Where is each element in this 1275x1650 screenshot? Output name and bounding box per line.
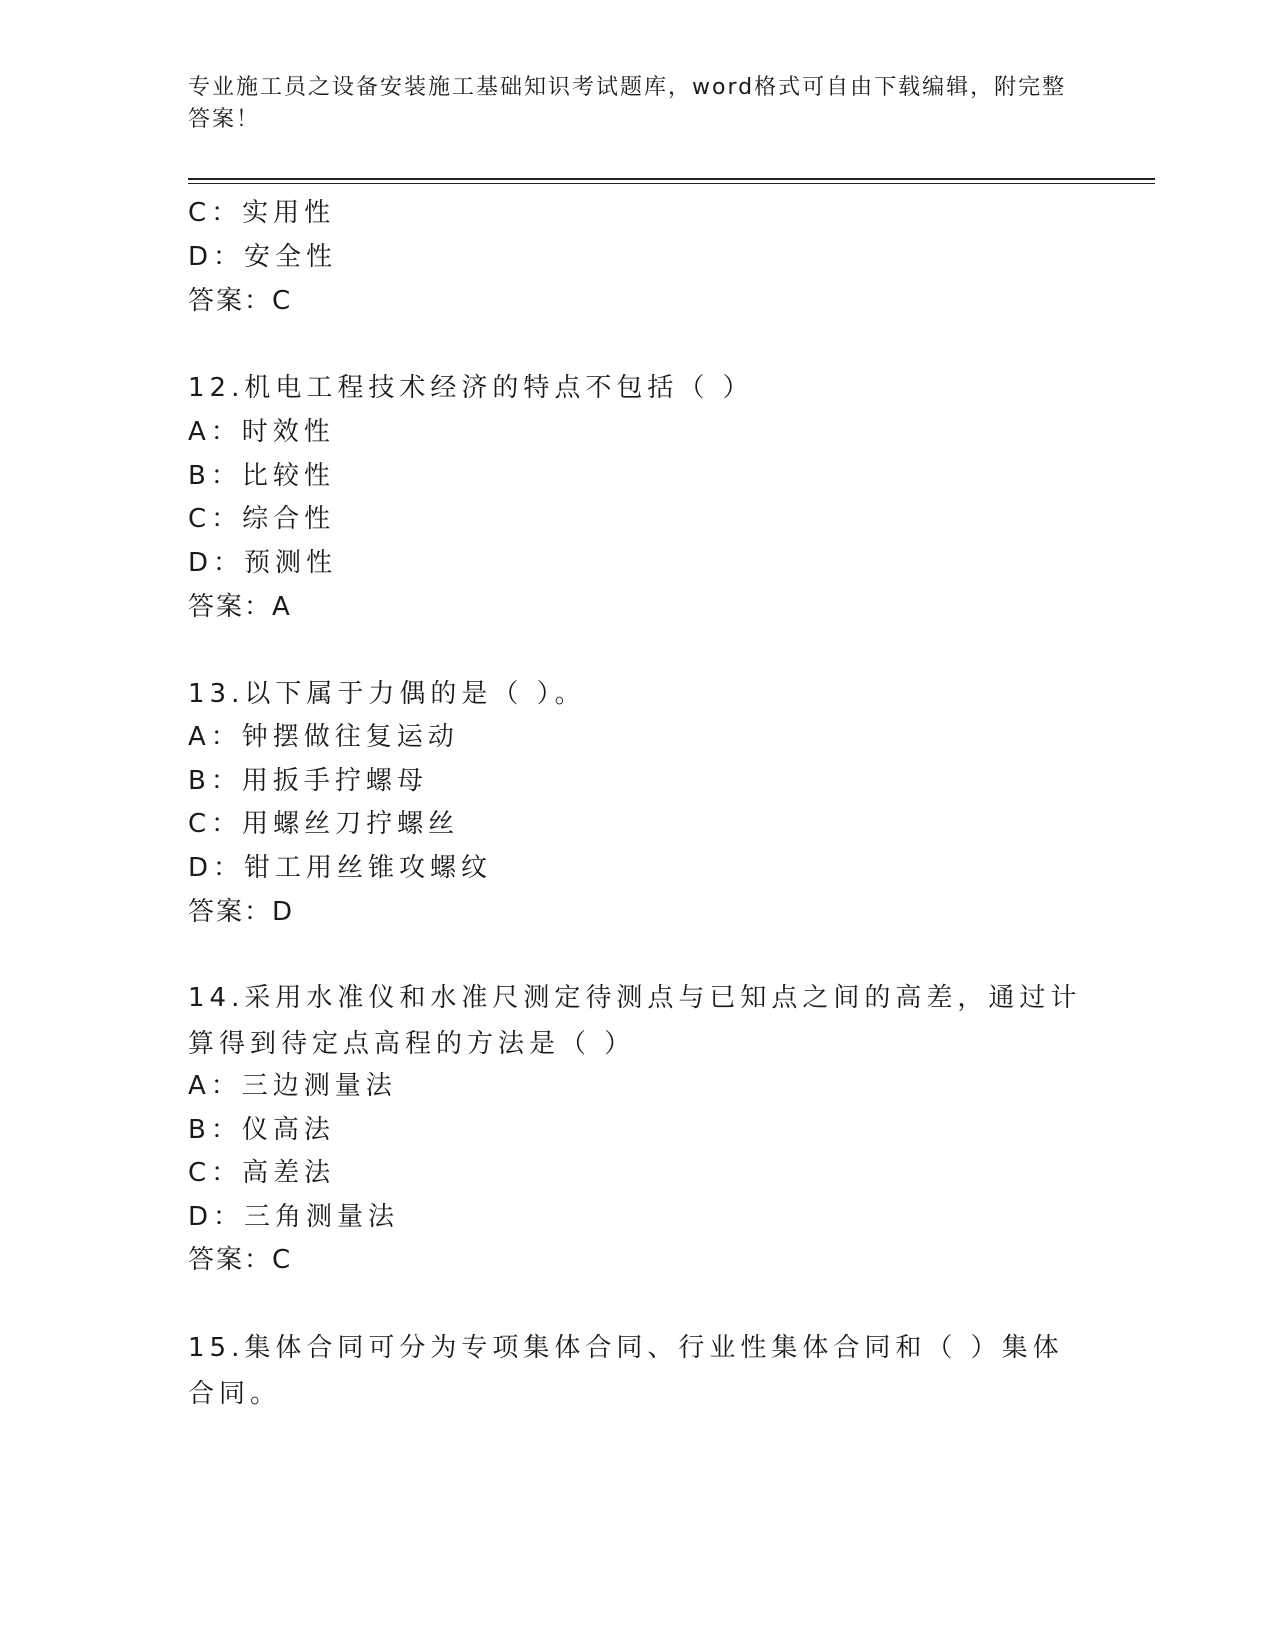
q11-answer: 答案：C bbox=[188, 286, 293, 316]
q13-stem: 13.以下属于力偶的是（ ）。 bbox=[188, 679, 586, 709]
q14-option-c: C：高差法 bbox=[188, 1158, 336, 1188]
q14-option-d: D：三角测量法 bbox=[188, 1202, 400, 1232]
q14-option-a: A：三边测量法 bbox=[188, 1071, 397, 1101]
q11-option-c: C：实用性 bbox=[188, 198, 336, 228]
header-rule-thick bbox=[188, 178, 1155, 180]
q13-option-b: B：用扳手拧螺母 bbox=[188, 766, 428, 796]
q12-option-c: C：综合性 bbox=[188, 504, 336, 534]
q15-stem: 15.集体合同可分为专项集体合同、行业性集体合同和（ ）集体合同。 bbox=[188, 1333, 1064, 1409]
q12-option-d: D：预测性 bbox=[188, 548, 338, 578]
q14-answer: 答案：C bbox=[188, 1245, 293, 1275]
q14-option-b: B：仪高法 bbox=[188, 1115, 335, 1145]
document-header: 专业施工员之设备安装施工基础知识考试题库，word格式可自由下载编辑，附完整答案！ bbox=[188, 75, 1067, 132]
q14-stem: 14.采用水准仪和水准尺测定待测点与已知点之间的高差，通过计算得到待定点高程的方法是（ ） bbox=[188, 983, 1082, 1059]
q12-answer: 答案：A bbox=[188, 592, 292, 622]
q13-option-c: C：用螺丝刀拧螺丝 bbox=[188, 809, 460, 839]
q11-option-d: D：安全性 bbox=[188, 242, 338, 272]
q12-stem: 12.机电工程技术经济的特点不包括（ ） bbox=[188, 373, 754, 403]
q12-option-b: B：比较性 bbox=[188, 461, 335, 491]
q13-option-a: A：钟摆做往复运动 bbox=[188, 722, 459, 752]
q13-option-d: D：钳工用丝锥攻螺纹 bbox=[188, 853, 493, 883]
q12-option-a: A：时效性 bbox=[188, 417, 335, 447]
header-rule-thin bbox=[188, 183, 1155, 184]
q13-answer: 答案：D bbox=[188, 897, 295, 927]
